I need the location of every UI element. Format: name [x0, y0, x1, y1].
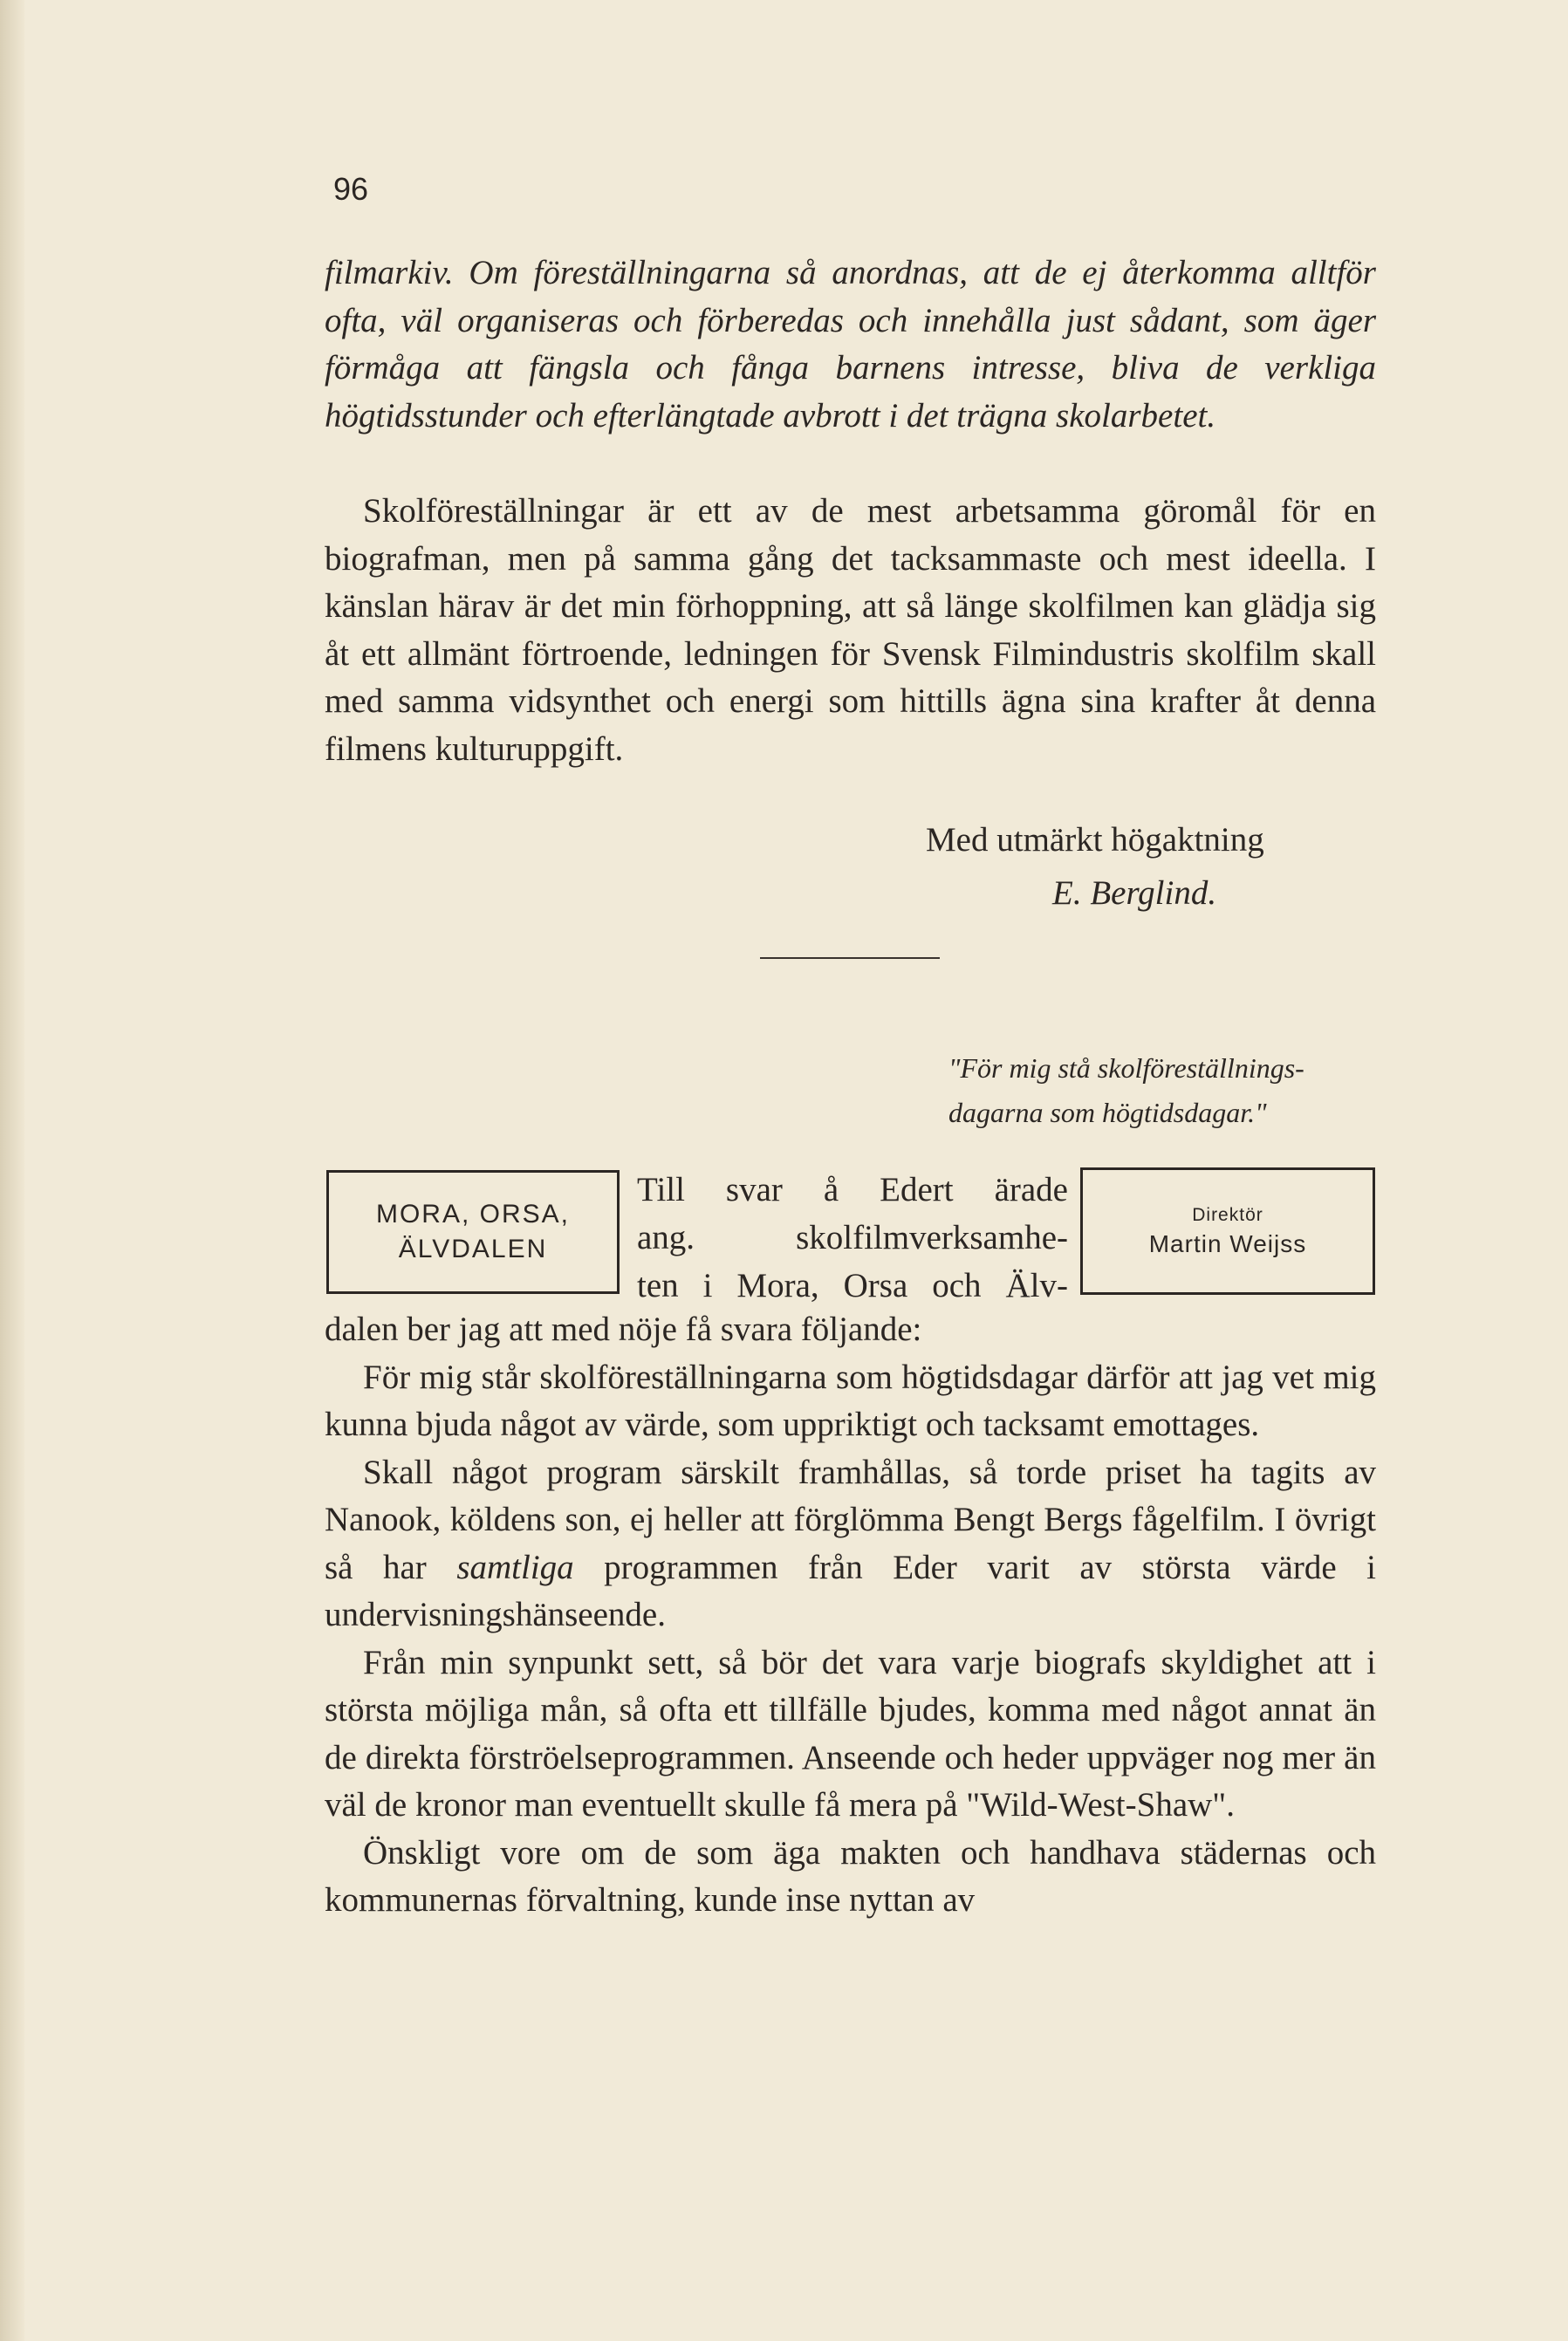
letter-paragraph: Skolföreställningar är ett av de mest arbetsamma göromål för en biografman, men på samma gång det tacksammaste och mest ideella. I känslan härav är det min förhoppning, att så länge skolfilmen kan glädja sig åt ett allmänt förtroende, ledningen för Svensk Filmindustris skolfilm skall med samma vidsynthet och energi som hittills ägna sina krafter åt denna filmens kulturuppgift. — [325, 492, 1376, 768]
body-paragraph-5: Önskligt vore om de som äga makten och handhava städernas och kommunernas förvaltning, kunde inse nyttan av — [325, 1833, 1376, 1919]
page-edge — [0, 0, 24, 2341]
intro-italic-paragraph: filmarkiv. Om föreställningarna så anordnas, att de ej återkomma alltför ofta, väl organiseras och förberedas och innehålla just sådant, som äger förmåga att fängsla och fånga barnens intresse, bliva de verkliga högtidsstunder och efterlängtade avbrott i det trägna skolarbetet. — [325, 254, 1376, 435]
body-paragraph-3-start: Skall något program särskilt framhållas, så torde priset ha tagits av Nanook, köldens son, ej heller att förglömma Bengt Bergs fågelfilm. I övrigt så har — [325, 1453, 1376, 1586]
location-line-1: MORA, ORSA, — [375, 1200, 571, 1229]
body-paragraph-3 — [325, 1449, 1376, 1639]
pull-quote-line-1: "För mig stå skolföreställnings- — [948, 1052, 1304, 1084]
pull-quote — [948, 1046, 1402, 1135]
body-paragraph-1: dalen ber jag att med nöje få svara följande: — [325, 1311, 922, 1348]
body-paragraph-3-emphasis: samtliga — [456, 1548, 574, 1586]
page-number: 96 — [333, 171, 369, 207]
intro-line-1: Till svar å Edert ärade — [637, 1171, 1068, 1208]
location-line-2: ÄLVDALEN — [398, 1235, 548, 1263]
location-box — [326, 1170, 620, 1294]
author-name: Martin Weijss — [1148, 1230, 1307, 1257]
pull-quote-line-2: dagarna som högtidsdagar." — [948, 1097, 1267, 1128]
signature: E. Berglind. — [1052, 874, 1217, 912]
body-paragraph-2: För mig står skolföreställningarna som högtidsdagar därför att jag vet mig kunna bjuda något av värde, som uppriktigt och tacksamt emottages. — [325, 1358, 1376, 1443]
intro-line-3: ten i Mora, Orsa och Älv- — [637, 1267, 1068, 1304]
section-divider — [760, 957, 940, 959]
author-title: Direktör — [1192, 1205, 1263, 1225]
intro-line-2: ang. skolfilmverksamhe- — [637, 1219, 1068, 1256]
closing-line: Med utmärkt högaktning — [926, 821, 1264, 859]
body-paragraph-3-end: programmen från Eder varit av största värde i undervisningshänseende. — [325, 1548, 1376, 1633]
author-box — [1080, 1167, 1375, 1295]
intro-lines-between-boxes — [637, 1166, 1068, 1310]
body-paragraph-4: Från min synpunkt sett, så bör det vara varje biografs skyldighet att i största möjliga mån, så ofta ett tillfälle bjudes, komma med något annat än de direkta förströelseprogrammen. Anseende och heder uppväger nog mer än väl de kronor man eventuellt skulle få mera på "Wild-West-Shaw". — [325, 1643, 1376, 1824]
letter-body — [325, 1306, 1376, 1925]
